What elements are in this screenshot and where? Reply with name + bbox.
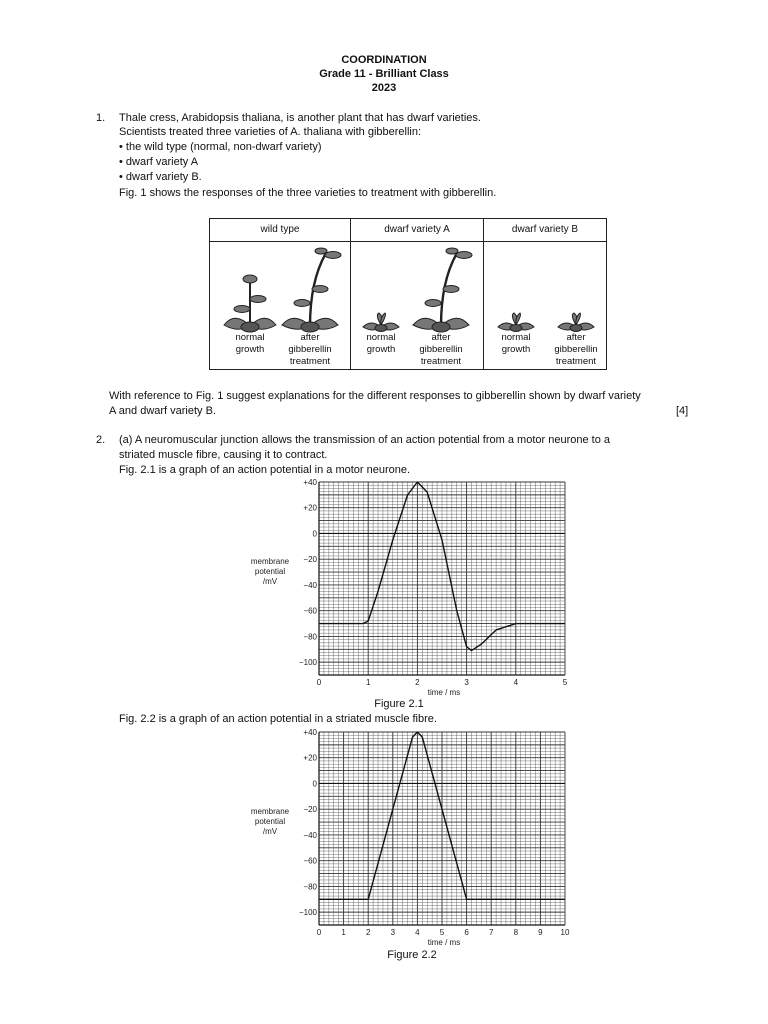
fig21-ytick-label: +20 (303, 503, 317, 513)
fig21-ytick-label: −100 (298, 658, 317, 668)
q1-question-line1: With reference to Fig. 1 suggest explanations for the different responses to gibberellin shown by dwarf variety (109, 390, 641, 402)
fig21-y-label: potential (254, 567, 286, 576)
fig21-ytick-label: −20 (303, 555, 317, 565)
fig21-ytick-label: −80 (303, 632, 317, 642)
q1-line1: Thale cress, Arabidopsis thaliana, is another plant that has dwarf varieties. (119, 112, 481, 124)
dwarf-a-plants-drawing (351, 241, 483, 336)
fig22-xtick-label: 8 (513, 928, 519, 937)
q2-number: 2. (96, 434, 106, 446)
fig22-xtick-label: 1 (341, 928, 346, 937)
fig21-xtick-label: 3 (464, 678, 469, 687)
fig22-xtick-label: 7 (488, 928, 494, 937)
fig22-caption: Figure 2.2 (387, 949, 437, 961)
fig1-dwarf-a-right-label: after gibberellin treatment (419, 332, 463, 367)
q1-bullet-1: • the wild type (normal, non-dwarf variety) (119, 141, 322, 153)
q2-line1: (a) A neuromuscular junction allows the transmission of an action potential from a motor neurone to a (119, 434, 610, 446)
doc-title: COORDINATION (341, 54, 427, 66)
q1-bullet-2: • dwarf variety A (119, 156, 199, 168)
fig22-y-label: potential (254, 817, 286, 826)
fig22-ytick-label: +20 (303, 753, 317, 763)
fig21-x-label: time / ms (427, 688, 461, 697)
q2-line2: striated muscle fibre, causing it to contract. (119, 449, 328, 461)
fig22-y-label: /mV (262, 827, 278, 836)
fig21-ytick-label: −60 (303, 606, 317, 616)
doc-year: 2023 (371, 82, 397, 94)
fig21-ytick-label: +40 (303, 478, 317, 487)
q1-bullet-3: • dwarf variety B. (119, 171, 202, 183)
fig21-ytick-label: −40 (303, 580, 317, 590)
fig22-ytick-label: −80 (303, 882, 317, 892)
fig22-xtick-label: 3 (390, 928, 396, 937)
fig21-chart (236, 476, 576, 698)
fig22-ytick-label: +40 (303, 728, 317, 737)
fig22-xtick-label: 5 (439, 928, 445, 937)
fig22-xtick-label: 9 (538, 928, 543, 937)
fig1-header-dwarf-a: dwarf variety A (351, 219, 483, 242)
fig1-dwarf-b-left-label: normal growth (501, 332, 531, 355)
fig21-xtick-label: 2 (415, 678, 420, 687)
q1-fig-intro: Fig. 1 shows the responses of the three varieties to treatment with gibberellin. (119, 187, 497, 199)
q2-fig21-intro: Fig. 2.1 is a graph of an action potential in a motor neurone. (119, 464, 411, 476)
fig22-x-label: time / ms (427, 938, 461, 947)
q1-question-line2: A and dwarf variety B. (109, 405, 216, 417)
fig21-xtick-label: 0 (316, 678, 322, 687)
fig1-wild-left-label: normal growth (235, 332, 265, 355)
wild-type-plants-drawing (210, 241, 350, 336)
q1-line2: Scientists treated three varieties of A. thaliana with gibberellin: (119, 126, 422, 138)
fig1-wild-right-label: after gibberellin treatment (288, 332, 332, 367)
fig21-y-label: /mV (262, 577, 278, 586)
fig22-ytick-label: −100 (298, 908, 317, 918)
fig22-xtick-label: 4 (415, 928, 420, 937)
fig22-xtick-label: 6 (464, 928, 469, 937)
fig22-y-label: membrane (250, 807, 290, 816)
fig21-xtick-label: 1 (365, 678, 371, 687)
fig1-dwarf-b-right-label: after gibberellin treatment (554, 332, 598, 367)
doc-subtitle: Grade 11 - Brilliant Class (319, 68, 449, 80)
fig1-col-dwarf-a (351, 219, 484, 369)
fig21-caption: Figure 2.1 (374, 698, 424, 710)
fig22-chart (236, 726, 576, 948)
fig1-col-wild (210, 219, 351, 369)
fig22-ytick-label: 0 (312, 779, 317, 789)
fig22-xtick-label: 0 (316, 928, 322, 937)
fig22-ytick-label: −60 (303, 856, 317, 866)
fig1-header-dwarf-b: dwarf variety B (484, 219, 606, 242)
fig21-ytick-label: 0 (312, 529, 317, 539)
fig22-xtick-label: 10 (560, 928, 570, 937)
dwarf-b-plants-drawing (484, 241, 606, 336)
q2-fig22-intro: Fig. 2.2 is a graph of an action potential in a striated muscle fibre. (119, 713, 437, 725)
fig1-dwarf-a-left-label: normal growth (366, 332, 396, 355)
fig1-table (209, 218, 607, 370)
fig21-xtick-label: 4 (513, 678, 519, 687)
fig22-ytick-label: −40 (303, 830, 317, 840)
fig1-header-wild: wild type (210, 219, 350, 242)
fig21-y-label: membrane (250, 557, 290, 566)
q1-marks: [4] (676, 405, 689, 417)
q1-number: 1. (96, 112, 106, 124)
fig1-col-dwarf-b (484, 219, 606, 369)
fig22-xtick-label: 2 (365, 928, 371, 937)
fig22-ytick-label: −20 (303, 805, 317, 815)
fig21-xtick-label: 5 (562, 678, 568, 687)
